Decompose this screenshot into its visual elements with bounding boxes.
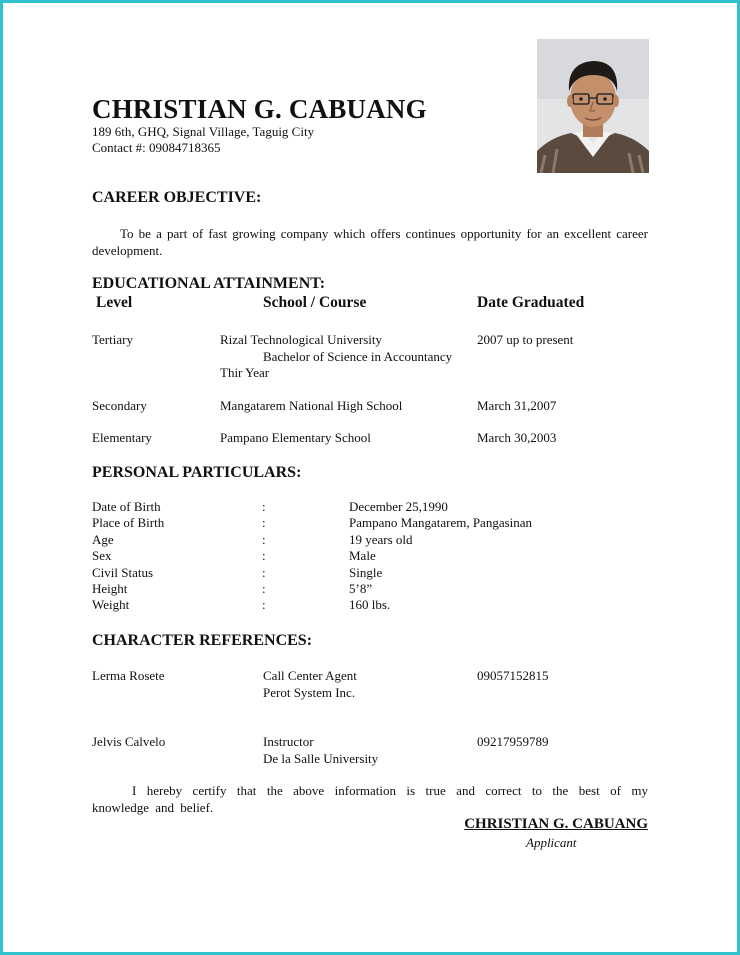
reference-name: Lerma Rosete (92, 668, 165, 683)
personal-label: Age (92, 532, 114, 547)
education-col-school: School / Course (263, 294, 367, 311)
education-row-level: Elementary (92, 430, 152, 445)
education-row-school: Rizal Technological University (220, 332, 383, 347)
signature-name: CHRISTIAN G. CABUANG (464, 816, 648, 832)
personal-label: Weight (92, 597, 130, 612)
personal-separator: : (262, 499, 266, 514)
personal-label: Place of Birth (92, 515, 165, 530)
personal-separator: : (262, 548, 266, 563)
career-objective-text: To be a part of fast growing company which offers continues opportunity for an excellent career development. (92, 226, 648, 258)
education-heading: EDUCATIONAL ATTAINMENT: (92, 275, 326, 292)
education-col-level: Level (96, 294, 133, 311)
personal-separator: : (262, 581, 266, 596)
reference-company: De la Salle University (263, 751, 379, 766)
education-row-course: Bachelor of Science in Accountancy (263, 349, 453, 364)
personal-heading: PERSONAL PARTICULARS: (92, 464, 302, 481)
applicant-photo (537, 39, 649, 173)
education-row-date: 2007 up to present (477, 332, 574, 347)
signature-role: Applicant (526, 835, 577, 850)
reference-position: Instructor (263, 734, 314, 749)
education-row-year: Thir Year (220, 365, 270, 380)
personal-separator: : (262, 515, 266, 530)
reference-phone: 09217959789 (477, 734, 549, 749)
education-row-date: March 30,2003 (477, 430, 557, 445)
personal-value: Pampano Mangatarem, Pangasinan (349, 515, 533, 530)
education-row-date: March 31,2007 (477, 398, 557, 413)
personal-label: Date of Birth (92, 499, 161, 514)
applicant-name: CHRISTIAN G. CABUANG (92, 94, 427, 124)
personal-label: Height (92, 581, 128, 596)
applicant-address: 189 6th, GHQ, Signal Village, Taguig City (92, 124, 315, 139)
personal-value: 160 lbs. (349, 597, 391, 612)
career-objective-heading: CAREER OBJECTIVE: (92, 189, 262, 206)
personal-value: 5’8” (349, 581, 373, 596)
personal-label: Civil Status (92, 565, 154, 580)
personal-value: December 25,1990 (349, 499, 448, 514)
education-row-school: Pampano Elementary School (220, 430, 371, 445)
applicant-contact: Contact #: 09084718365 (92, 140, 221, 155)
reference-company: Perot System Inc. (263, 685, 356, 700)
reference-name: Jelvis Calvelo (92, 734, 166, 749)
references-heading: CHARACTER REFERENCES: (92, 632, 313, 649)
certification-text: I hereby certify that the above information is true and correct to the best of my knowledge and belief. (92, 783, 648, 815)
personal-value: Single (349, 565, 383, 580)
education-col-date: Date Graduated (477, 294, 585, 311)
personal-separator: : (262, 597, 266, 612)
education-row-level: Tertiary (92, 332, 133, 347)
resume-page (3, 3, 737, 952)
personal-separator: : (262, 532, 266, 547)
personal-value: 19 years old (349, 532, 413, 547)
reference-position: Call Center Agent (263, 668, 357, 683)
reference-phone: 09057152815 (477, 668, 549, 683)
personal-label: Sex (92, 548, 112, 563)
personal-separator: : (262, 565, 266, 580)
personal-value: Male (349, 548, 376, 563)
education-row-school: Mangatarem National High School (220, 398, 403, 413)
applicant-photo-image (537, 39, 649, 173)
education-row-level: Secondary (92, 398, 147, 413)
